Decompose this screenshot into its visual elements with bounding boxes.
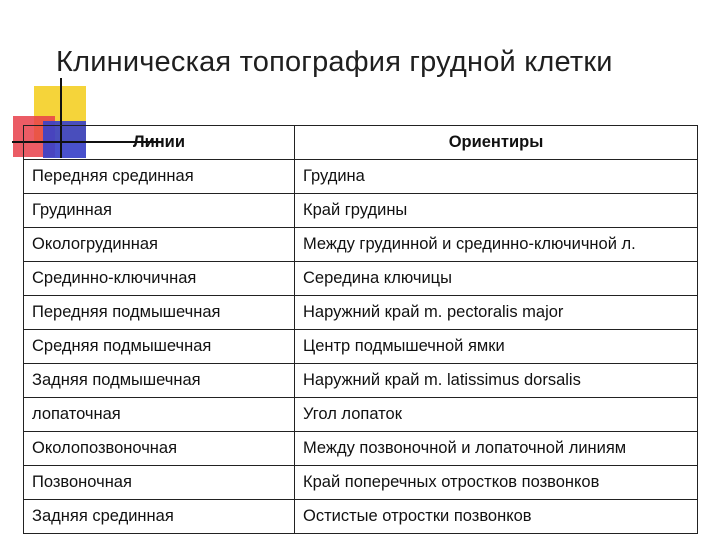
landmark-cell: Центр подмышечной ямки	[295, 330, 698, 364]
landmark-cell: Середина ключицы	[295, 262, 698, 296]
landmark-cell: Край поперечных отростков позвонков	[295, 466, 698, 500]
table-body	[24, 160, 698, 534]
table-row	[24, 500, 698, 534]
line-name-cell: лопаточная	[24, 398, 295, 432]
table-row	[24, 296, 698, 330]
line-name-cell: Задняя подмышечная	[24, 364, 295, 398]
header-lines: Линии	[24, 126, 295, 160]
landmark-cell: Угол лопаток	[295, 398, 698, 432]
slide-title: Клиническая топография грудной клетки	[56, 46, 613, 78]
table-row	[24, 432, 698, 466]
table-row	[24, 330, 698, 364]
line-name-cell: Средняя подмышечная	[24, 330, 295, 364]
landmark-cell: Край грудины	[295, 194, 698, 228]
table-row	[24, 466, 698, 500]
table-row	[24, 262, 698, 296]
header-landmarks: Ориентиры	[295, 126, 698, 160]
line-name-cell: Задняя срединная	[24, 500, 295, 534]
line-name-cell: Окологрудинная	[24, 228, 295, 262]
landmark-cell: Между позвоночной и лопаточной линиям	[295, 432, 698, 466]
table-row	[24, 194, 698, 228]
table-row	[24, 160, 698, 194]
landmark-cell: Грудина	[295, 160, 698, 194]
landmark-cell: Наружний край m. pectoralis major	[295, 296, 698, 330]
table-row	[24, 398, 698, 432]
line-name-cell: Передняя подмышечная	[24, 296, 295, 330]
landmark-cell: Наружний край m. latissimus dorsalis	[295, 364, 698, 398]
line-name-cell: Срединно-ключичная	[24, 262, 295, 296]
line-name-cell: Грудинная	[24, 194, 295, 228]
landmark-cell: Остистые отростки позвонков	[295, 500, 698, 534]
line-name-cell: Передняя срединная	[24, 160, 295, 194]
table-header-row	[24, 126, 698, 160]
topography-table	[23, 125, 698, 534]
table-row	[24, 364, 698, 398]
table-row	[24, 228, 698, 262]
landmark-cell: Между грудинной и срединно-ключичной л.	[295, 228, 698, 262]
line-name-cell: Позвоночная	[24, 466, 295, 500]
line-name-cell: Околопозвоночная	[24, 432, 295, 466]
